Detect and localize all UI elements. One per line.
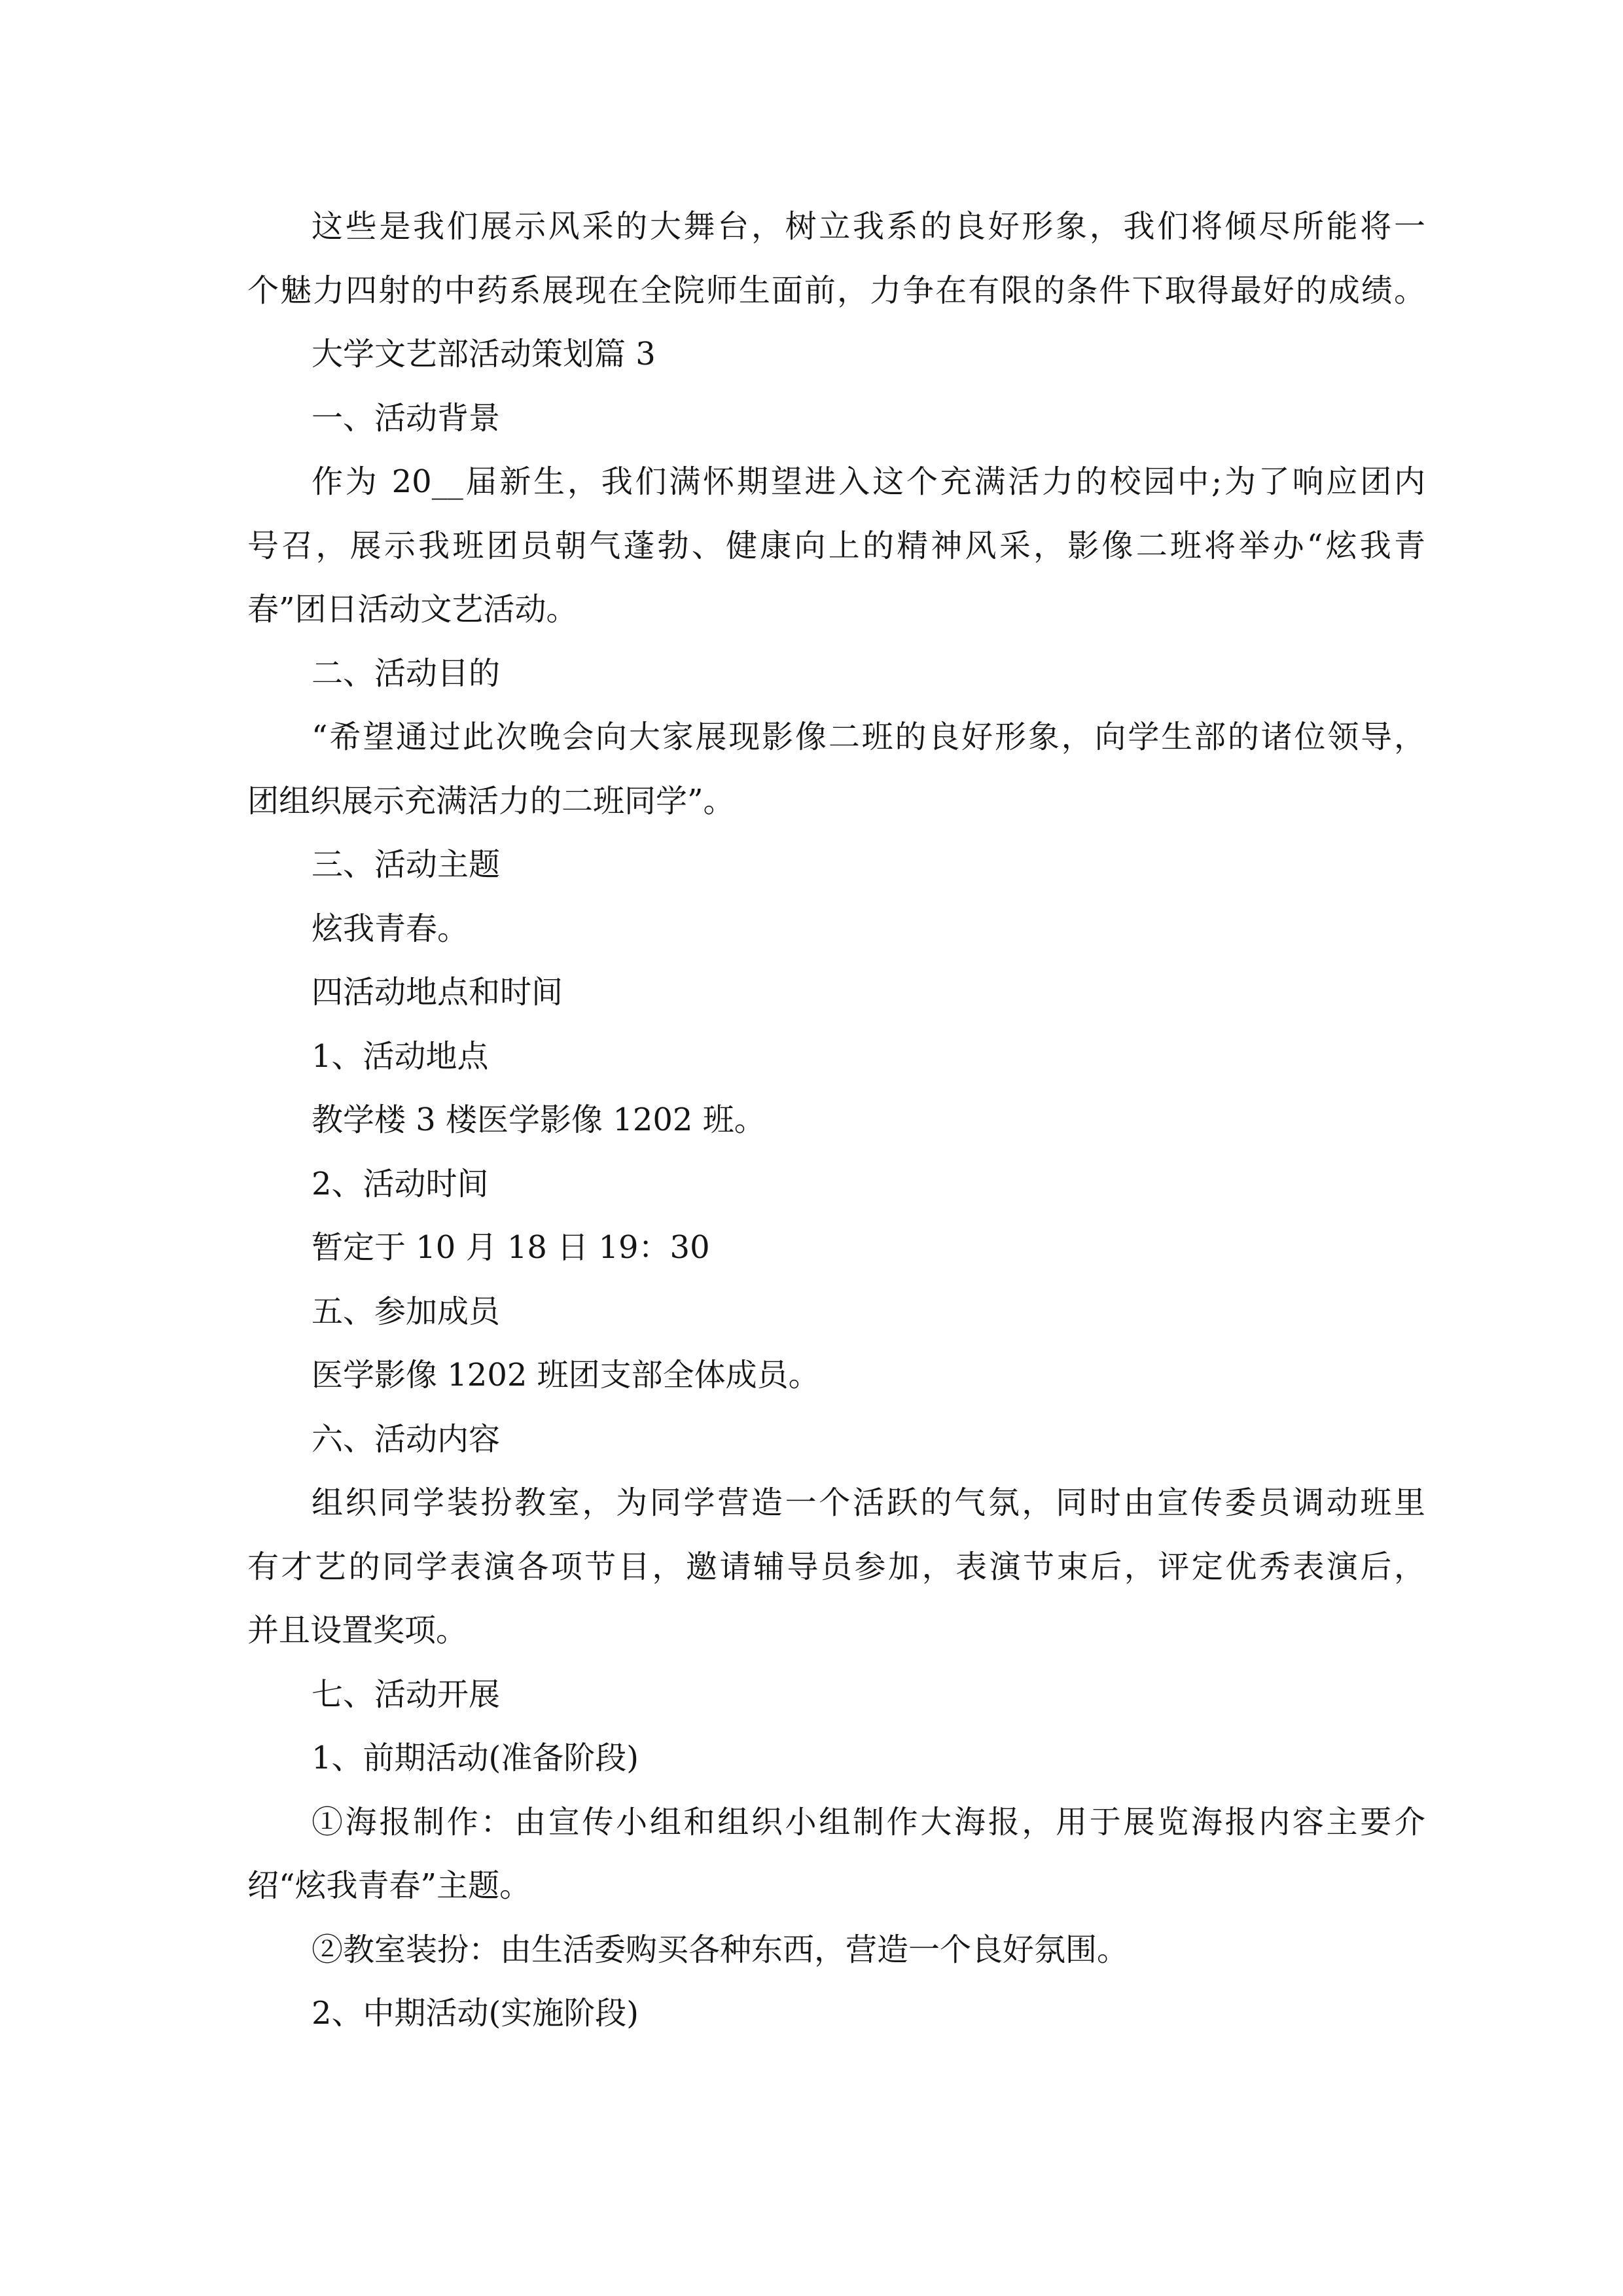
text-line: 号召，展示我班团员朝气蓬勃、健康向上的精神风采，影像二班将举办“炫我青 (247, 527, 1425, 564)
text-line: 一、活动背景 (312, 399, 501, 437)
text-line: 这些是我们展示风采的大舞台，树立我系的良好形象，我们将倾尽所能将一 (312, 208, 1425, 245)
text-line: 组织同学装扮教室，为同学营造一个活跃的气氛，同时由宣传委员调动班里 (312, 1484, 1425, 1521)
text-line: ②教室装扮：由生活委购买各种东西，营造一个良好氛围。 (312, 1931, 1129, 1968)
text-line: 七、活动开展 (312, 1676, 501, 1713)
text-line: 教学楼 3 楼医学影像 1202 班。 (312, 1102, 766, 1138)
text-line: 1、活动地点 (312, 1037, 489, 1075)
text-line: 2、活动时间 (312, 1165, 489, 1202)
text-line: 并且设置奖项。 (247, 1612, 468, 1649)
text-line: 暂定于 10 月 18 日 19：30 (312, 1229, 710, 1266)
text-line: 作为 20__届新生，我们满怀期望进入这个充满活力的校园中;为了响应团内 (312, 463, 1425, 500)
text-line: 五、参加成员 (312, 1293, 501, 1330)
text-line: “希望通过此次晚会向大家展现影像二班的良好形象，向学生部的诸位领导， (312, 719, 1425, 755)
text-line: 团组织展示充满活力的二班同学”。 (247, 782, 735, 819)
text-line: 有才艺的同学表演各项节目，邀请辅导员参加，表演节束后，评定优秀表演后， (247, 1548, 1425, 1585)
text-line: 医学影像 1202 班团支部全体成员。 (312, 1357, 820, 1393)
text-line: 2、中期活动(实施阶段) (312, 1995, 639, 2032)
text-line: 炫我青春。 (312, 910, 469, 947)
text-line: 大学文艺部活动策划篇 3 (312, 336, 656, 372)
document-body (247, 195, 1425, 2046)
text-line: 四活动地点和时间 (312, 974, 563, 1011)
text-line: 1、前期活动(准备阶段) (312, 1740, 639, 1776)
text-line: ①海报制作：由宣传小组和组织小组制作大海报，用于展览海报内容主要介 (312, 1803, 1425, 1840)
text-line: 二、活动目的 (312, 655, 501, 692)
text-line: 绍“炫我青春”主题。 (247, 1867, 531, 1904)
text-line: 三、活动主题 (312, 846, 501, 883)
text-line: 六、活动内容 (312, 1420, 501, 1458)
text-line: 春”团日活动文艺活动。 (247, 591, 578, 628)
text-line: 个魅力四射的中药系展现在全院师生面前，力争在有限的条件下取得最好的成绩。 (247, 272, 1425, 309)
